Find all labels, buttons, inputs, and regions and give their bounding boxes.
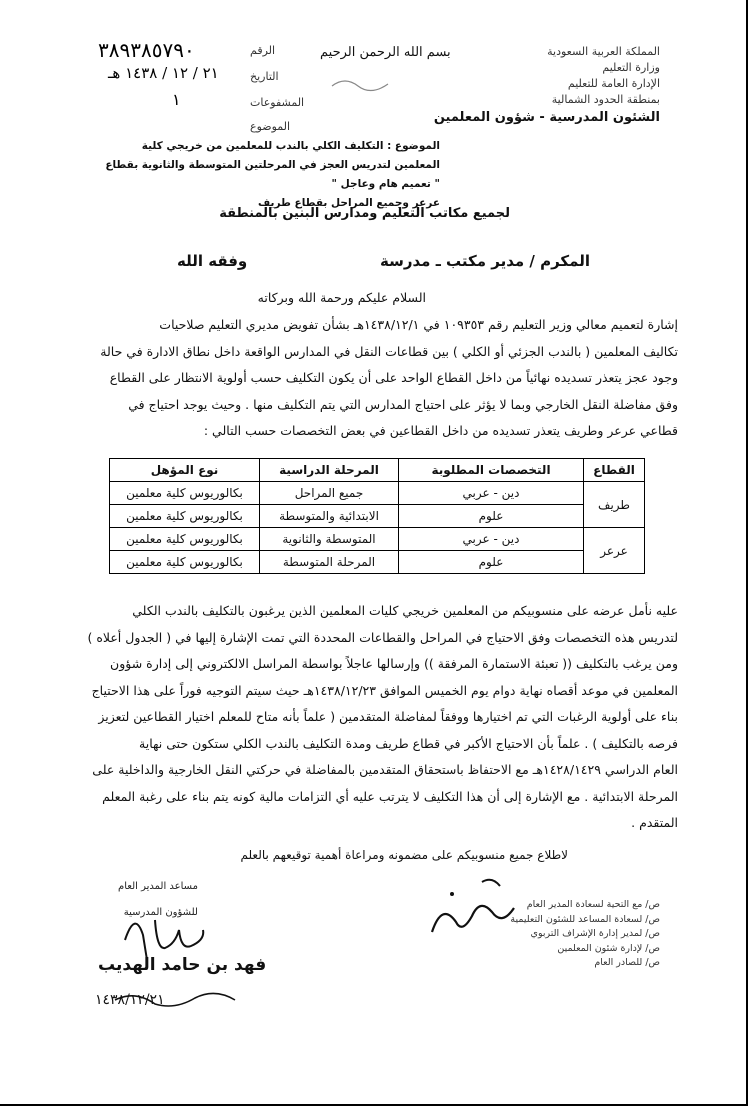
signature-title-line: مساعد المدير العام (118, 881, 198, 892)
header-line: وزارة التعليم (602, 61, 660, 74)
stage-cell: الابتدائية والمتوسطة (260, 505, 399, 528)
signature-date: ١٤٣٨/١٢/٢١ (95, 992, 165, 1008)
cc-line: ص/ لمدير إدارة الإشراف التربوي (530, 928, 660, 939)
emblem-icon (330, 74, 390, 94)
body-line: قطاعي عرعر وطريف يتعذر تسديده من داخل القطاعين في بعض التخصصات حسب التالي : (203, 423, 678, 438)
table-header: نوع المؤهل (110, 459, 260, 482)
body-line: ومن يرغب بالتكليف (( تعبئة الاستمارة المرفقة )) وإرسالها عاجلاً بواسطة المراسل الالكتروني إلى إدارة شؤون (110, 656, 678, 671)
department-name: الشئون المدرسية - شؤون المعلمين (433, 110, 660, 125)
needs-table (109, 458, 645, 574)
qualification-cell: بكالوريوس كلية معلمين (110, 528, 260, 551)
body-line: المتقدم . (631, 815, 678, 830)
table-header: المرحلة الدراسية (260, 459, 399, 482)
date-value: ٢١ / ١٢ / ١٤٣٨ هـ (108, 64, 219, 82)
emblem-scribble (330, 74, 390, 98)
body-line: العام الدراسي ١٤٢٨/١٤٢٩هـ مع الاحتفاظ باستحقاق المتقدمين بالمفاضلة في حركتي النقل الخارجية والداخلية على (92, 762, 678, 777)
stage-cell: المرحلة المتوسطة (260, 551, 399, 574)
body-line: المرحلة الابتدائية . مع الإشارة إلى أن هذا التكليف لا يترتب عليه أي التزامات مالية كونه يتم بناء على رغبة المعلم (102, 788, 678, 804)
number-value: ٣٨٩٣٨٥٧٩٠ (98, 38, 195, 62)
attachments-value: ١ (172, 90, 181, 109)
attachments-label: المشفوعات (250, 96, 305, 109)
specialty-cell: دين - عربي (399, 482, 584, 505)
table-header: التخصصات المطلوبة (399, 459, 584, 482)
header-line: الإدارة العامة للتعليم (567, 77, 660, 90)
addressee: لجميع مكاتب التعليم ومدارس البنين بالمنطقة (219, 206, 510, 221)
body-line: تكاليف المعلمين ( بالندب الجزئي أو الكلي ) بين قطاعات النقل في المدارس الواقعة داخل نطاق الادارة في حالة (100, 343, 678, 359)
table-row (110, 505, 645, 528)
subject-label: الموضوع (250, 120, 291, 133)
body-line: وفق مفاضلة النقل الخارجي وبما لا يؤثر على احتياج المدارس التي يتم التكليف منها . وحيث يوجد احتياج في (128, 396, 678, 412)
stage-cell: جميع المراحل (260, 482, 399, 505)
subject-line: المعلمين لتدريس العجز في المرحلتين المتوسطة والثانوية بقطاع (105, 159, 440, 171)
cc-line: ص/ مع التحية لسعادة المدير العام (526, 899, 660, 910)
cc-line: ص/ لإدارة شئون المعلمين (557, 942, 660, 954)
body-line: وجود عجز يتعذر تسديده نهائياً من داخل القطاع الواحد على أن يكون التكليف حسب أولوية الانتظار على القطاع (109, 370, 678, 385)
body-line: المعلمين في موعد أقصاه نهاية دوام يوم الخميس الموافق ١٤٣٨/١٢/٢٣هـ حيث سيتم التوجيه فوراً على هذا الاحتياج (91, 682, 678, 698)
subject-line: الموضوع : التكليف الكلي بالندب للمعلمين من خريجي كلية (141, 140, 440, 152)
sector-cell: عرعر (584, 528, 645, 574)
signature-title-line: للشؤون المدرسية (123, 907, 198, 918)
cc-line: ص/ للصادر العام (594, 957, 660, 968)
specialty-cell: دين - عربي (399, 528, 584, 551)
table-row (110, 482, 645, 505)
subject-block (105, 137, 440, 213)
stage-cell: المتوسطة والثانوية (260, 528, 399, 551)
table-row (110, 551, 645, 574)
subject-line: عرعر وجميع المراحل بقطاع طريف (258, 197, 440, 209)
body-line: عليه نأمل عرضه على منسوبيكم من المعلمين خريجي كليات المعلمين الذين يرغبون بالتكليف بالندب الكلي (132, 603, 678, 618)
body-line: فرصه بالتكليف ) . علماً بأن الاحتياج الأكبر في قطاع طريف ومدة التكليف بالندب الكلي ستكون حتى نهاية (139, 735, 678, 751)
closing-line: لاطلاع جميع منسوبيكم على مضمونه ومراعاة أهمية توقيعهم بالعلم (240, 848, 568, 862)
header-line: بمنطقة الحدود الشمالية (551, 93, 660, 106)
basmala: بسم الله الرحمن الرحيم (320, 45, 451, 60)
signatory-name: فهد بن حامد الهديب (98, 955, 267, 975)
body-paragraph-2 (72, 598, 678, 837)
cc-list (510, 898, 660, 971)
ministry-header (490, 44, 660, 108)
qualification-cell: بكالوريوس كلية معلمين (110, 551, 260, 574)
table-header-row (110, 459, 645, 482)
number-label: الرقم (250, 44, 276, 57)
blessing: وفقه الله (177, 252, 248, 270)
header-line: المملكة العربية السعودية (547, 45, 660, 58)
date-label: التاريخ (250, 70, 279, 83)
table-row (110, 528, 645, 551)
qualification-cell: بكالوريوس كلية معلمين (110, 505, 260, 528)
body-paragraph (72, 312, 678, 445)
specialty-cell: علوم (399, 551, 584, 574)
body-line: بناء على أولوية الرغبات التي تم اختيارها ووفقاً لمفاضلة المتقدمين ( علماً بأنه متاح للمعلم اختيار القطاعين لتعزيز (98, 709, 678, 724)
table-header: القطاع (584, 459, 645, 482)
honorific: المكرم / مدير مكتب ـ مدرسة (380, 252, 590, 270)
body-line: لتدريس هذه التخصصات وفق الاحتياج في المراحل والقطاعات المحددة التي تمت الإشارة إليها في ( الجدول أعلاه ) (87, 629, 678, 645)
circular-note: " تعميم هام وعاجل " (331, 178, 440, 190)
subject-line-row (110, 175, 440, 194)
body-line: إشارة لتعميم معالي وزير التعليم رقم ١٠٩٣٥٣ في ١٤٣٨/١٢/١هـ بشأن تفويض مديري التعليم صلاحيات (159, 317, 678, 332)
cc-line: ص/ لسعادة المساعد للشئون التعليمية (510, 913, 660, 925)
specialty-cell: علوم (399, 505, 584, 528)
sector-cell: طريف (584, 482, 645, 528)
qualification-cell: بكالوريوس كلية معلمين (110, 482, 260, 505)
greeting: السلام عليكم ورحمة الله وبركاته (257, 290, 426, 305)
